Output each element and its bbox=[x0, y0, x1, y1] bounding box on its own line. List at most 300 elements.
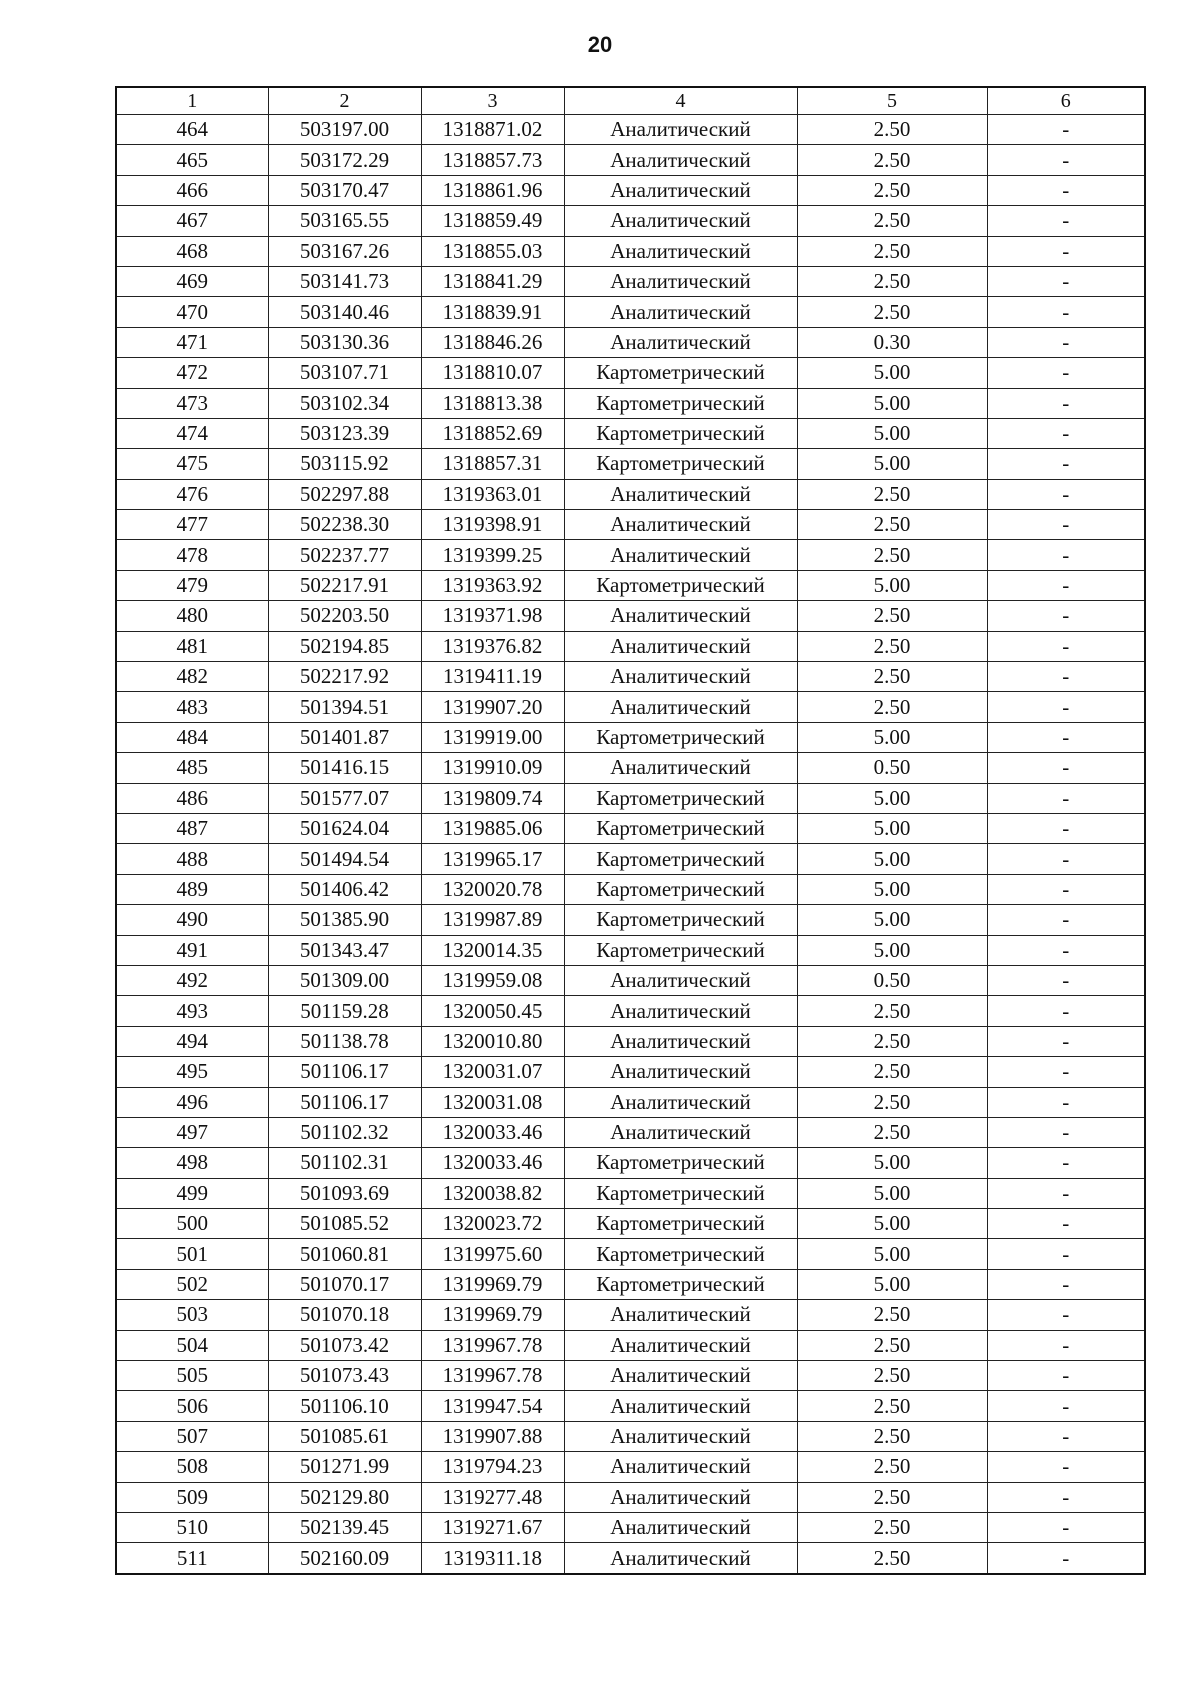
cell-method: Аналитический bbox=[564, 266, 797, 296]
cell-method: Аналитический bbox=[564, 236, 797, 266]
cell-y-coordinate: 1320050.45 bbox=[421, 996, 564, 1026]
table-row bbox=[116, 662, 1145, 692]
cell-method: Картометрический bbox=[564, 1269, 797, 1299]
cell-method: Аналитический bbox=[564, 692, 797, 722]
cell-x-coordinate: 501271.99 bbox=[268, 1452, 421, 1482]
cell-method: Аналитический bbox=[564, 1421, 797, 1451]
cell-x-coordinate: 503170.47 bbox=[268, 175, 421, 205]
cell-note: - bbox=[987, 1148, 1145, 1178]
cell-point-number: 508 bbox=[116, 1452, 268, 1482]
cell-accuracy: 2.50 bbox=[797, 1361, 987, 1391]
cell-method: Аналитический bbox=[564, 1057, 797, 1087]
cell-point-number: 504 bbox=[116, 1330, 268, 1360]
table-row bbox=[116, 266, 1145, 296]
cell-y-coordinate: 1318813.38 bbox=[421, 388, 564, 418]
cell-y-coordinate: 1319371.98 bbox=[421, 601, 564, 631]
cell-note: - bbox=[987, 1482, 1145, 1512]
cell-x-coordinate: 501624.04 bbox=[268, 813, 421, 843]
cell-note: - bbox=[987, 175, 1145, 205]
cell-point-number: 509 bbox=[116, 1482, 268, 1512]
cell-point-number: 506 bbox=[116, 1391, 268, 1421]
cell-method: Картометрический bbox=[564, 1209, 797, 1239]
cell-note: - bbox=[987, 1026, 1145, 1056]
cell-y-coordinate: 1320038.82 bbox=[421, 1178, 564, 1208]
cell-accuracy: 2.50 bbox=[797, 236, 987, 266]
table-row bbox=[116, 844, 1145, 874]
cell-x-coordinate: 501138.78 bbox=[268, 1026, 421, 1056]
cell-x-coordinate: 501085.61 bbox=[268, 1421, 421, 1451]
cell-y-coordinate: 1319919.00 bbox=[421, 722, 564, 752]
cell-accuracy: 2.50 bbox=[797, 266, 987, 296]
cell-y-coordinate: 1319969.79 bbox=[421, 1300, 564, 1330]
cell-note: - bbox=[987, 996, 1145, 1026]
table-row bbox=[116, 327, 1145, 357]
cell-note: - bbox=[987, 236, 1145, 266]
cell-point-number: 471 bbox=[116, 327, 268, 357]
cell-note: - bbox=[987, 601, 1145, 631]
cell-point-number: 477 bbox=[116, 510, 268, 540]
cell-point-number: 465 bbox=[116, 145, 268, 175]
cell-method: Картометрический bbox=[564, 813, 797, 843]
cell-method: Аналитический bbox=[564, 1330, 797, 1360]
table-row bbox=[116, 1512, 1145, 1542]
table-row bbox=[116, 1361, 1145, 1391]
table-row bbox=[116, 206, 1145, 236]
cell-note: - bbox=[987, 692, 1145, 722]
cell-accuracy: 5.00 bbox=[797, 358, 987, 388]
cell-point-number: 464 bbox=[116, 115, 268, 145]
cell-accuracy: 2.50 bbox=[797, 510, 987, 540]
cell-accuracy: 2.50 bbox=[797, 631, 987, 661]
cell-point-number: 492 bbox=[116, 965, 268, 995]
table-row bbox=[116, 510, 1145, 540]
table-header bbox=[116, 87, 1145, 115]
cell-point-number: 511 bbox=[116, 1543, 268, 1574]
cell-method: Аналитический bbox=[564, 1482, 797, 1512]
table-row bbox=[116, 297, 1145, 327]
table-row bbox=[116, 965, 1145, 995]
cell-method: Аналитический bbox=[564, 1452, 797, 1482]
cell-method: Аналитический bbox=[564, 662, 797, 692]
table-row bbox=[116, 783, 1145, 813]
cell-note: - bbox=[987, 145, 1145, 175]
cell-method: Аналитический bbox=[564, 631, 797, 661]
cell-y-coordinate: 1320014.35 bbox=[421, 935, 564, 965]
cell-note: - bbox=[987, 1330, 1145, 1360]
cell-x-coordinate: 501106.10 bbox=[268, 1391, 421, 1421]
cell-x-coordinate: 501060.81 bbox=[268, 1239, 421, 1269]
table-row bbox=[116, 1452, 1145, 1482]
cell-x-coordinate: 502237.77 bbox=[268, 540, 421, 570]
cell-point-number: 491 bbox=[116, 935, 268, 965]
cell-method: Аналитический bbox=[564, 540, 797, 570]
table-row bbox=[116, 418, 1145, 448]
cell-x-coordinate: 502217.91 bbox=[268, 570, 421, 600]
cell-y-coordinate: 1318859.49 bbox=[421, 206, 564, 236]
cell-point-number: 483 bbox=[116, 692, 268, 722]
cell-x-coordinate: 503167.26 bbox=[268, 236, 421, 266]
cell-note: - bbox=[987, 206, 1145, 236]
cell-note: - bbox=[987, 783, 1145, 813]
table-row bbox=[116, 388, 1145, 418]
table-row bbox=[116, 540, 1145, 570]
cell-point-number: 500 bbox=[116, 1209, 268, 1239]
cell-x-coordinate: 503140.46 bbox=[268, 297, 421, 327]
cell-y-coordinate: 1319363.01 bbox=[421, 479, 564, 509]
cell-x-coordinate: 503197.00 bbox=[268, 115, 421, 145]
cell-accuracy: 5.00 bbox=[797, 570, 987, 600]
cell-accuracy: 2.50 bbox=[797, 297, 987, 327]
cell-accuracy: 2.50 bbox=[797, 996, 987, 1026]
cell-note: - bbox=[987, 1421, 1145, 1451]
cell-method: Аналитический bbox=[564, 753, 797, 783]
table-row bbox=[116, 1482, 1145, 1512]
cell-x-coordinate: 501577.07 bbox=[268, 783, 421, 813]
cell-method: Аналитический bbox=[564, 1300, 797, 1330]
cell-note: - bbox=[987, 631, 1145, 661]
cell-point-number: 482 bbox=[116, 662, 268, 692]
table-row bbox=[116, 1239, 1145, 1269]
cell-y-coordinate: 1320033.46 bbox=[421, 1117, 564, 1147]
cell-accuracy: 2.50 bbox=[797, 1543, 987, 1574]
cell-method: Аналитический bbox=[564, 479, 797, 509]
cell-y-coordinate: 1319967.78 bbox=[421, 1361, 564, 1391]
cell-note: - bbox=[987, 1361, 1145, 1391]
cell-accuracy: 2.50 bbox=[797, 1117, 987, 1147]
cell-y-coordinate: 1318861.96 bbox=[421, 175, 564, 205]
cell-y-coordinate: 1319907.88 bbox=[421, 1421, 564, 1451]
column-header: 2 bbox=[268, 87, 421, 115]
cell-point-number: 488 bbox=[116, 844, 268, 874]
table-row bbox=[116, 935, 1145, 965]
table-row bbox=[116, 449, 1145, 479]
table-row bbox=[116, 358, 1145, 388]
cell-x-coordinate: 503172.29 bbox=[268, 145, 421, 175]
cell-x-coordinate: 501406.42 bbox=[268, 874, 421, 904]
cell-point-number: 474 bbox=[116, 418, 268, 448]
cell-point-number: 470 bbox=[116, 297, 268, 327]
cell-note: - bbox=[987, 1087, 1145, 1117]
cell-accuracy: 5.00 bbox=[797, 874, 987, 904]
cell-method: Картометрический bbox=[564, 358, 797, 388]
cell-y-coordinate: 1319910.09 bbox=[421, 753, 564, 783]
header-row bbox=[116, 87, 1145, 115]
cell-y-coordinate: 1319363.92 bbox=[421, 570, 564, 600]
cell-y-coordinate: 1320031.07 bbox=[421, 1057, 564, 1087]
table-row bbox=[116, 1421, 1145, 1451]
table-row bbox=[116, 1391, 1145, 1421]
cell-method: Картометрический bbox=[564, 935, 797, 965]
cell-note: - bbox=[987, 540, 1145, 570]
table-row bbox=[116, 1330, 1145, 1360]
cell-method: Картометрический bbox=[564, 570, 797, 600]
cell-y-coordinate: 1320023.72 bbox=[421, 1209, 564, 1239]
column-header: 4 bbox=[564, 87, 797, 115]
cell-point-number: 490 bbox=[116, 905, 268, 935]
cell-method: Аналитический bbox=[564, 145, 797, 175]
cell-note: - bbox=[987, 1391, 1145, 1421]
cell-accuracy: 0.50 bbox=[797, 965, 987, 995]
cell-y-coordinate: 1319277.48 bbox=[421, 1482, 564, 1512]
cell-accuracy: 5.00 bbox=[797, 1239, 987, 1269]
cell-method: Аналитический bbox=[564, 327, 797, 357]
cell-note: - bbox=[987, 874, 1145, 904]
cell-y-coordinate: 1319885.06 bbox=[421, 813, 564, 843]
table-row bbox=[116, 1057, 1145, 1087]
cell-method: Аналитический bbox=[564, 1512, 797, 1542]
cell-point-number: 489 bbox=[116, 874, 268, 904]
table-row bbox=[116, 601, 1145, 631]
coordinates-table bbox=[115, 86, 1146, 1575]
cell-y-coordinate: 1318871.02 bbox=[421, 115, 564, 145]
cell-point-number: 475 bbox=[116, 449, 268, 479]
cell-accuracy: 2.50 bbox=[797, 145, 987, 175]
cell-y-coordinate: 1319398.91 bbox=[421, 510, 564, 540]
cell-point-number: 466 bbox=[116, 175, 268, 205]
cell-method: Аналитический bbox=[564, 175, 797, 205]
cell-point-number: 472 bbox=[116, 358, 268, 388]
cell-note: - bbox=[987, 358, 1145, 388]
column-header: 1 bbox=[116, 87, 268, 115]
cell-x-coordinate: 501070.17 bbox=[268, 1269, 421, 1299]
cell-method: Аналитический bbox=[564, 510, 797, 540]
cell-x-coordinate: 502203.50 bbox=[268, 601, 421, 631]
cell-y-coordinate: 1319967.78 bbox=[421, 1330, 564, 1360]
table-row bbox=[116, 631, 1145, 661]
cell-note: - bbox=[987, 965, 1145, 995]
table-row bbox=[116, 1178, 1145, 1208]
cell-method: Картометрический bbox=[564, 388, 797, 418]
cell-accuracy: 5.00 bbox=[797, 935, 987, 965]
table-row bbox=[116, 813, 1145, 843]
cell-note: - bbox=[987, 1239, 1145, 1269]
cell-note: - bbox=[987, 297, 1145, 327]
cell-y-coordinate: 1319399.25 bbox=[421, 540, 564, 570]
cell-note: - bbox=[987, 722, 1145, 752]
table-row bbox=[116, 1026, 1145, 1056]
cell-accuracy: 5.00 bbox=[797, 1209, 987, 1239]
table-row bbox=[116, 115, 1145, 145]
cell-accuracy: 2.50 bbox=[797, 1482, 987, 1512]
cell-x-coordinate: 501494.54 bbox=[268, 844, 421, 874]
cell-point-number: 486 bbox=[116, 783, 268, 813]
cell-point-number: 505 bbox=[116, 1361, 268, 1391]
cell-point-number: 499 bbox=[116, 1178, 268, 1208]
cell-method: Картометрический bbox=[564, 783, 797, 813]
cell-note: - bbox=[987, 327, 1145, 357]
cell-method: Картометрический bbox=[564, 449, 797, 479]
cell-point-number: 496 bbox=[116, 1087, 268, 1117]
cell-point-number: 481 bbox=[116, 631, 268, 661]
cell-accuracy: 2.50 bbox=[797, 662, 987, 692]
cell-note: - bbox=[987, 479, 1145, 509]
cell-y-coordinate: 1319794.23 bbox=[421, 1452, 564, 1482]
cell-point-number: 495 bbox=[116, 1057, 268, 1087]
cell-point-number: 494 bbox=[116, 1026, 268, 1056]
cell-accuracy: 0.50 bbox=[797, 753, 987, 783]
cell-y-coordinate: 1318810.07 bbox=[421, 358, 564, 388]
cell-accuracy: 5.00 bbox=[797, 722, 987, 752]
cell-point-number: 493 bbox=[116, 996, 268, 1026]
cell-y-coordinate: 1319975.60 bbox=[421, 1239, 564, 1269]
cell-accuracy: 2.50 bbox=[797, 1421, 987, 1451]
cell-note: - bbox=[987, 1209, 1145, 1239]
cell-method: Аналитический bbox=[564, 1361, 797, 1391]
cell-point-number: 502 bbox=[116, 1269, 268, 1299]
cell-method: Аналитический bbox=[564, 996, 797, 1026]
cell-method: Аналитический bbox=[564, 601, 797, 631]
cell-note: - bbox=[987, 935, 1145, 965]
cell-point-number: 498 bbox=[116, 1148, 268, 1178]
cell-point-number: 484 bbox=[116, 722, 268, 752]
cell-method: Аналитический bbox=[564, 965, 797, 995]
cell-point-number: 503 bbox=[116, 1300, 268, 1330]
cell-x-coordinate: 501093.69 bbox=[268, 1178, 421, 1208]
cell-y-coordinate: 1318855.03 bbox=[421, 236, 564, 266]
cell-y-coordinate: 1319965.17 bbox=[421, 844, 564, 874]
cell-point-number: 480 bbox=[116, 601, 268, 631]
cell-method: Аналитический bbox=[564, 1087, 797, 1117]
table-row bbox=[116, 753, 1145, 783]
cell-accuracy: 2.50 bbox=[797, 1026, 987, 1056]
cell-accuracy: 2.50 bbox=[797, 540, 987, 570]
cell-method: Аналитический bbox=[564, 1391, 797, 1421]
cell-note: - bbox=[987, 418, 1145, 448]
cell-point-number: 473 bbox=[116, 388, 268, 418]
cell-accuracy: 2.50 bbox=[797, 479, 987, 509]
cell-x-coordinate: 503165.55 bbox=[268, 206, 421, 236]
cell-x-coordinate: 503102.34 bbox=[268, 388, 421, 418]
cell-accuracy: 5.00 bbox=[797, 1178, 987, 1208]
cell-point-number: 510 bbox=[116, 1512, 268, 1542]
cell-accuracy: 5.00 bbox=[797, 1148, 987, 1178]
cell-x-coordinate: 502238.30 bbox=[268, 510, 421, 540]
table-row bbox=[116, 996, 1145, 1026]
cell-note: - bbox=[987, 753, 1145, 783]
cell-note: - bbox=[987, 905, 1145, 935]
cell-accuracy: 5.00 bbox=[797, 418, 987, 448]
cell-note: - bbox=[987, 510, 1145, 540]
cell-note: - bbox=[987, 115, 1145, 145]
cell-y-coordinate: 1320010.80 bbox=[421, 1026, 564, 1056]
cell-y-coordinate: 1320020.78 bbox=[421, 874, 564, 904]
cell-x-coordinate: 503115.92 bbox=[268, 449, 421, 479]
cell-y-coordinate: 1319411.19 bbox=[421, 662, 564, 692]
cell-y-coordinate: 1319376.82 bbox=[421, 631, 564, 661]
cell-note: - bbox=[987, 1452, 1145, 1482]
cell-method: Картометрический bbox=[564, 874, 797, 904]
cell-y-coordinate: 1319809.74 bbox=[421, 783, 564, 813]
cell-accuracy: 5.00 bbox=[797, 1269, 987, 1299]
cell-note: - bbox=[987, 813, 1145, 843]
cell-y-coordinate: 1318852.69 bbox=[421, 418, 564, 448]
table-row bbox=[116, 570, 1145, 600]
cell-x-coordinate: 501106.17 bbox=[268, 1057, 421, 1087]
table-row bbox=[116, 905, 1145, 935]
cell-y-coordinate: 1319947.54 bbox=[421, 1391, 564, 1421]
cell-x-coordinate: 502297.88 bbox=[268, 479, 421, 509]
cell-point-number: 487 bbox=[116, 813, 268, 843]
cell-x-coordinate: 501106.17 bbox=[268, 1087, 421, 1117]
cell-method: Картометрический bbox=[564, 1239, 797, 1269]
cell-method: Картометрический bbox=[564, 418, 797, 448]
table-row bbox=[116, 692, 1145, 722]
cell-note: - bbox=[987, 570, 1145, 600]
cell-method: Картометрический bbox=[564, 905, 797, 935]
cell-x-coordinate: 503123.39 bbox=[268, 418, 421, 448]
cell-x-coordinate: 503130.36 bbox=[268, 327, 421, 357]
cell-accuracy: 5.00 bbox=[797, 388, 987, 418]
table-row bbox=[116, 1300, 1145, 1330]
cell-x-coordinate: 501159.28 bbox=[268, 996, 421, 1026]
cell-note: - bbox=[987, 449, 1145, 479]
page-number: 20 bbox=[587, 32, 613, 57]
cell-accuracy: 2.50 bbox=[797, 206, 987, 236]
cell-point-number: 467 bbox=[116, 206, 268, 236]
cell-x-coordinate: 501401.87 bbox=[268, 722, 421, 752]
cell-method: Картометрический bbox=[564, 722, 797, 752]
cell-y-coordinate: 1319969.79 bbox=[421, 1269, 564, 1299]
cell-x-coordinate: 501343.47 bbox=[268, 935, 421, 965]
cell-accuracy: 5.00 bbox=[797, 449, 987, 479]
cell-y-coordinate: 1320031.08 bbox=[421, 1087, 564, 1117]
cell-point-number: 476 bbox=[116, 479, 268, 509]
cell-point-number: 497 bbox=[116, 1117, 268, 1147]
cell-x-coordinate: 501070.18 bbox=[268, 1300, 421, 1330]
table-row bbox=[116, 1148, 1145, 1178]
cell-x-coordinate: 503107.71 bbox=[268, 358, 421, 388]
table-row bbox=[116, 722, 1145, 752]
cell-y-coordinate: 1319311.18 bbox=[421, 1543, 564, 1574]
cell-x-coordinate: 502217.92 bbox=[268, 662, 421, 692]
cell-accuracy: 5.00 bbox=[797, 905, 987, 935]
cell-x-coordinate: 501073.43 bbox=[268, 1361, 421, 1391]
table-row bbox=[116, 1269, 1145, 1299]
cell-accuracy: 2.50 bbox=[797, 115, 987, 145]
cell-x-coordinate: 502129.80 bbox=[268, 1482, 421, 1512]
cell-x-coordinate: 503141.73 bbox=[268, 266, 421, 296]
cell-note: - bbox=[987, 1057, 1145, 1087]
cell-note: - bbox=[987, 1300, 1145, 1330]
column-header: 3 bbox=[421, 87, 564, 115]
cell-note: - bbox=[987, 1269, 1145, 1299]
cell-x-coordinate: 501416.15 bbox=[268, 753, 421, 783]
cell-note: - bbox=[987, 1512, 1145, 1542]
cell-x-coordinate: 501073.42 bbox=[268, 1330, 421, 1360]
cell-accuracy: 2.50 bbox=[797, 1330, 987, 1360]
column-header: 5 bbox=[797, 87, 987, 115]
table-row bbox=[116, 1087, 1145, 1117]
cell-y-coordinate: 1318839.91 bbox=[421, 297, 564, 327]
cell-method: Аналитический bbox=[564, 206, 797, 236]
cell-method: Картометрический bbox=[564, 1148, 797, 1178]
cell-note: - bbox=[987, 844, 1145, 874]
cell-point-number: 485 bbox=[116, 753, 268, 783]
cell-y-coordinate: 1319987.89 bbox=[421, 905, 564, 935]
cell-x-coordinate: 502194.85 bbox=[268, 631, 421, 661]
cell-accuracy: 2.50 bbox=[797, 1057, 987, 1087]
cell-x-coordinate: 501085.52 bbox=[268, 1209, 421, 1239]
cell-note: - bbox=[987, 662, 1145, 692]
cell-point-number: 469 bbox=[116, 266, 268, 296]
cell-accuracy: 2.50 bbox=[797, 1300, 987, 1330]
table-row bbox=[116, 479, 1145, 509]
cell-x-coordinate: 501394.51 bbox=[268, 692, 421, 722]
table-row bbox=[116, 145, 1145, 175]
cell-note: - bbox=[987, 1117, 1145, 1147]
cell-accuracy: 2.50 bbox=[797, 601, 987, 631]
cell-y-coordinate: 1320033.46 bbox=[421, 1148, 564, 1178]
